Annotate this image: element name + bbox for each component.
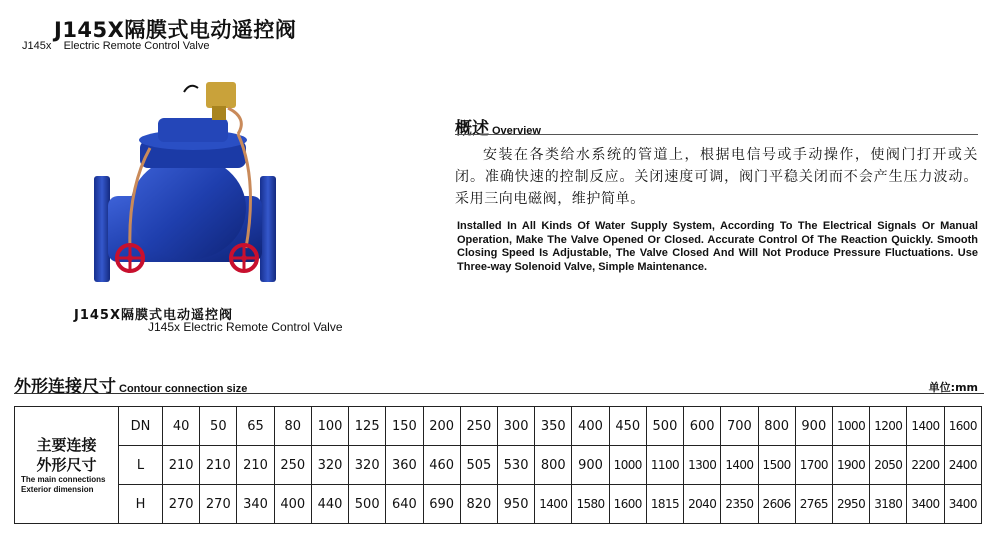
table-cell: 3400 [944,485,981,524]
corner-label-en: The main connections [21,475,106,484]
table-cell: 1400 [907,407,944,446]
table-cell: 210 [237,446,274,485]
table-cell: 690 [423,485,460,524]
table-cell: 1200 [870,407,907,446]
table-cell: 1100 [646,446,683,485]
table-cell: 2606 [758,485,795,524]
table-cell: 300 [497,407,534,446]
table-cell: 340 [237,485,274,524]
table-cell: 640 [386,485,423,524]
table-cell: 900 [572,446,609,485]
table-row [15,485,982,524]
table-cell: 2400 [944,446,981,485]
table-cell: 1700 [795,446,832,485]
table-cell: 600 [684,407,721,446]
table-cell: 50 [200,407,237,446]
row-header: H [119,485,163,524]
image-caption-cn: J145X隔膜式电动遥控阀 [74,308,233,323]
table-cell: 210 [163,446,200,485]
left-flange [94,176,110,282]
table-cell: 1000 [832,407,869,446]
table-cell: 65 [237,407,274,446]
table-cell: 250 [274,446,311,485]
table-cell: 1000 [609,446,646,485]
dimensions-heading-cn: 外形连接尺寸 [14,377,116,397]
table-cell: 400 [274,485,311,524]
table-cell: 1300 [684,446,721,485]
table-cell: 820 [460,485,497,524]
table-cell: 2040 [684,485,721,524]
table-cell: 2950 [832,485,869,524]
valve-product-image [88,78,318,298]
solenoid-valve [206,82,236,108]
dimensions-heading-en: Contour connection size [119,383,248,395]
table-cell: 1400 [535,485,572,524]
table-corner-label [15,407,119,524]
overview-heading-cn: 概述 [455,119,489,139]
table-cell: 210 [200,446,237,485]
table-cell: 320 [311,446,348,485]
table-cell: 700 [721,407,758,446]
dimensions-divider [14,393,984,394]
table-cell: 125 [349,407,386,446]
table-cell: 150 [386,407,423,446]
handwheel-right [231,245,257,271]
overview-text-cn: 安装在各类给水系统的管道上，根据电信号或手动操作，使阀门打开或关闭。准确快速的控制反应。关闭速度可调，阀门平稳关闭而不会产生压力波动。采用三向电磁阀，维护简单。 [455,147,978,207]
table-cell: 320 [349,446,386,485]
table-cell: 1600 [609,485,646,524]
table-cell: 400 [572,407,609,446]
table-cell: 40 [163,407,200,446]
table-cell: 950 [497,485,534,524]
table-row [15,446,982,485]
table-cell: 500 [349,485,386,524]
table-cell: 505 [460,446,497,485]
table-cell: 800 [535,446,572,485]
row-header: DN [119,407,163,446]
table-cell: 1600 [944,407,981,446]
row-header: L [119,446,163,485]
corner-label-cn: 外形尺寸 [36,456,97,474]
corner-label-cn: 主要连接 [36,436,97,454]
overview-heading-en: Overview [492,125,541,137]
overview-heading [455,114,541,139]
valve-body [130,156,246,260]
table-cell: 1400 [721,446,758,485]
table-cell: 270 [163,485,200,524]
image-caption-en: J145x Electric Remote Control Valve [148,320,343,334]
overview-text-en: Installed In All Kinds Of Water Supply System, According To The Electrical Signals Or Manual Operation, Make The Valve Opened Or Closed. Accurate Control Of The Reaction Quickly. Smooth Closing Speed Is Adjustable, The Valve Closed And Will Not Produce Pressure Fluctuations. Use Three-way Solenoid Valve, Simple Maintenance. [457,220,978,273]
table-cell: 1580 [572,485,609,524]
overview-divider [455,134,978,135]
page-title: J145X隔膜式电动遥控阀 [54,18,297,42]
table-cell: 80 [274,407,311,446]
table-cell: 530 [497,446,534,485]
unit-label: 单位:mm [928,381,978,394]
table-cell: 1900 [832,446,869,485]
table-cell: 350 [535,407,572,446]
table-cell: 100 [311,407,348,446]
table-cell: 900 [795,407,832,446]
corner-label-en: Exterior dimension [21,485,94,494]
table-cell: 3400 [907,485,944,524]
table-cell: 2200 [907,446,944,485]
table-cell: 2765 [795,485,832,524]
table-cell: 500 [646,407,683,446]
table-cell: 270 [200,485,237,524]
table-cell: 2050 [870,446,907,485]
table-cell: 440 [311,485,348,524]
handwheel-left [117,245,143,271]
dimensions-table [14,406,982,524]
table-cell: 450 [609,407,646,446]
table-cell: 2350 [721,485,758,524]
table-cell: 460 [423,446,460,485]
table-cell: 250 [460,407,497,446]
page-subtitle: J145x Electric Remote Control Valve [22,40,210,52]
table-cell: 1815 [646,485,683,524]
right-flange [260,176,276,282]
table-cell: 1500 [758,446,795,485]
table-cell: 3180 [870,485,907,524]
table-row [15,407,982,446]
table-cell: 200 [423,407,460,446]
table-cell: 800 [758,407,795,446]
table-cell: 360 [386,446,423,485]
